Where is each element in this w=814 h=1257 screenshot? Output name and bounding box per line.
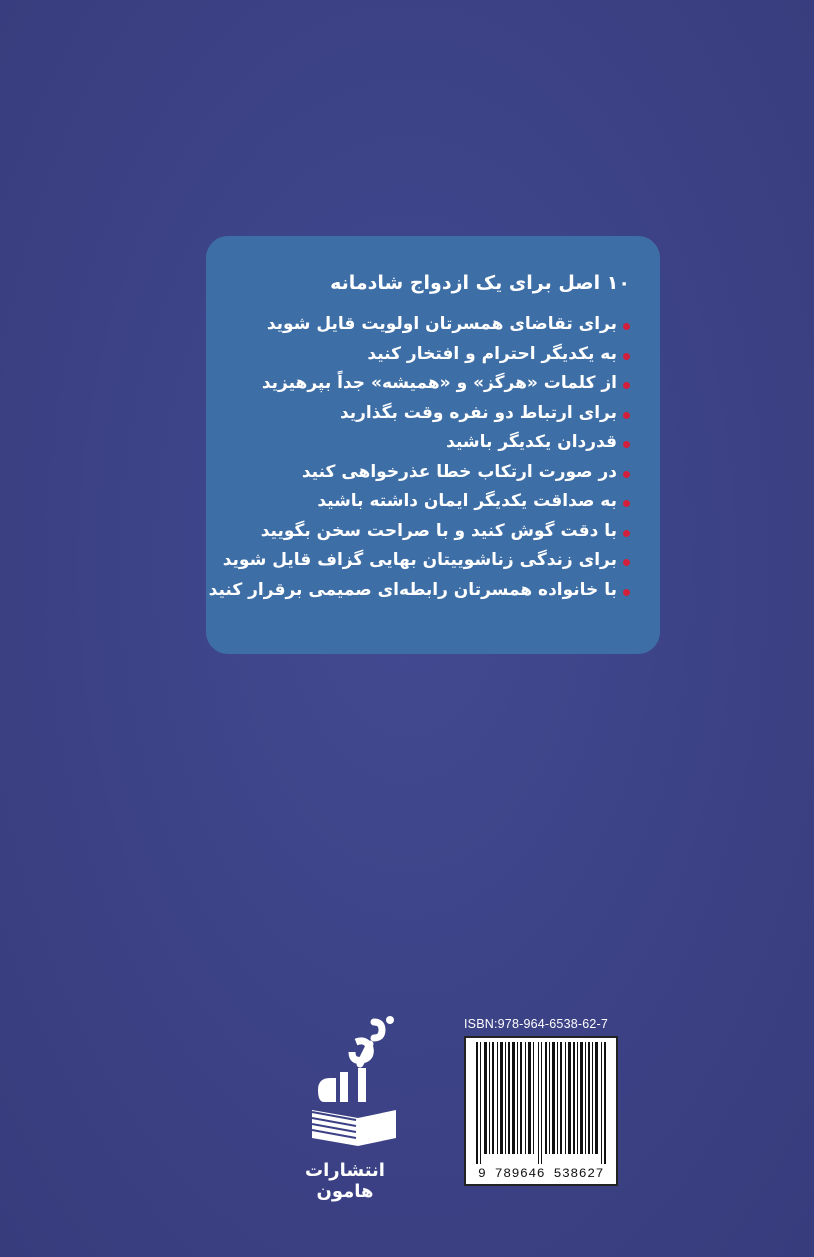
rule-text: از کلمات «هرگز» و «همیشه» جداً بپرهیزید — [261, 373, 617, 393]
bullet-dot-icon — [623, 323, 630, 330]
barcode-digits: 9 789646 538627 — [477, 1166, 605, 1181]
bullet-dot-icon — [623, 471, 630, 478]
barcode — [464, 1036, 618, 1186]
rule-text: با دقت گوش کنید و با صراحت سخن بگویید — [260, 520, 617, 541]
rule-text: قدردان یکدیگر باشید — [446, 432, 617, 452]
bullet-dot-icon — [623, 353, 630, 360]
panel-title: ۱۰ اصل برای یک ازدواج شادمانه — [330, 272, 630, 294]
bullet-dot-icon — [623, 530, 630, 537]
list-item — [222, 546, 630, 576]
rule-text: با خانواده همسرتان رابطه‌ای صمیمی برقرار کنید — [208, 579, 617, 600]
list-item — [226, 487, 630, 517]
list-item — [226, 340, 630, 370]
rules-list — [208, 310, 630, 605]
bullet-dot-icon — [623, 412, 630, 419]
publisher-name: انتشارات هامون — [305, 1160, 385, 1202]
bullet-dot-icon — [623, 559, 630, 566]
bullet-dot-icon — [623, 500, 630, 507]
rule-text: برای تقاضای همسرتان اولویت قایل شوید — [266, 314, 617, 334]
rule-text: به صداقت یکدیگر ایمان داشته باشید — [317, 491, 617, 511]
list-item — [226, 517, 630, 547]
hamoon-logo-icon — [304, 1012, 404, 1152]
rule-text: در صورت ارتکاب خطا عذرخواهی کنید — [301, 461, 617, 482]
list-item — [208, 576, 630, 606]
isbn-label: ISBN:978-964-6538-62-7 — [464, 1017, 609, 1031]
publisher-logo — [280, 1012, 410, 1202]
list-item — [226, 369, 630, 399]
list-item — [226, 428, 630, 458]
rule-text: برای ارتباط دو نفره وقت بگذارید — [339, 402, 617, 423]
bullet-dot-icon — [623, 382, 630, 389]
rule-text: برای زندگی زناشوییتان بهایی گزاف قایل شوید — [222, 550, 617, 570]
list-item — [226, 310, 630, 340]
rules-panel — [206, 236, 660, 654]
barcode-icon — [470, 1042, 612, 1164]
list-item — [226, 399, 630, 429]
bullet-dot-icon — [623, 441, 630, 448]
list-item — [226, 458, 630, 488]
bullet-dot-icon — [623, 589, 630, 596]
rule-text: به یکدیگر احترام و افتخار کنید — [367, 343, 617, 364]
